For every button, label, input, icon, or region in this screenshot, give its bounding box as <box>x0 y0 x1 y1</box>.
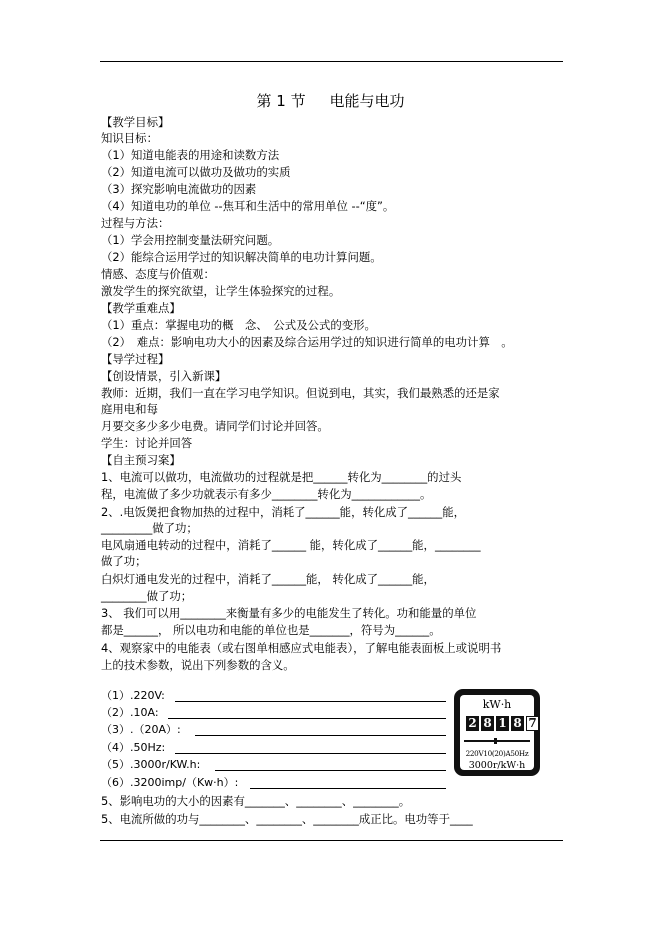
meter-revolutions-label: 3000r/kW·h <box>468 760 526 771</box>
text-line: （2）能综合运用学过的知识解决简单的电功计算问题。 <box>101 250 382 264</box>
text-line: 学生：讨论并回答 <box>101 436 193 450</box>
meter-disc-icon <box>464 738 530 744</box>
meter-digit: 2 <box>466 716 479 731</box>
page-title: 第 1 节 电能与电功 <box>256 92 405 110</box>
meter-digit-decimal: 7 <box>526 716 539 731</box>
parameter-label: （5）.3000r/KW.h: <box>101 758 201 771</box>
text-line: 电风扇通电转动的过程中，消耗了______ 能，转化成了______能，________ <box>101 538 481 552</box>
meter-digits <box>466 716 539 731</box>
parameter-label: （3）.（20A）: <box>101 723 181 736</box>
meter-spec-label: 220V10(20)A50Hz <box>465 749 529 758</box>
answer-blank[interactable] <box>175 701 446 702</box>
text-line: （4）知道电功的单位 --焦耳和生活中的常用单位 --“度”。 <box>101 199 395 213</box>
text-line: 5、电流所做的功与________、________、________成正比。电功等于____ <box>101 812 473 826</box>
answer-blank[interactable] <box>215 770 446 771</box>
text-line: 【教学重难点】 <box>101 301 181 315</box>
text-line: 程，电流做了多少功就表示有多少________转化为____________。 <box>101 487 432 501</box>
parameter-label: （1）.220V: <box>101 689 165 702</box>
text-line: 3、 我们可以用________来衡量有多少的电能发生了转化。功和能量的单位 <box>101 606 477 620</box>
text-line: 【创设情景，引入新课】 <box>101 369 227 383</box>
text-line: （2）知道电流可以做功及做功的实质 <box>101 165 291 179</box>
answer-blank[interactable] <box>168 718 446 719</box>
answer-blank[interactable] <box>175 753 446 754</box>
text-line: 4、观察家中的电能表（或右图单相感应式电能表），了解电能表面板上或说明书 <box>101 641 502 655</box>
header-rule <box>100 61 563 62</box>
text-line: 【教学目标】 <box>101 115 170 129</box>
meter-digit: 1 <box>496 716 509 731</box>
text-line: （3）探究影响电流做功的因素 <box>101 182 257 196</box>
text-line: 知识目标： <box>101 131 158 145</box>
text-line: （1）重点：掌握电功的概 念、 公式及公式的变形。 <box>101 318 376 332</box>
meter-digit: 8 <box>481 716 494 731</box>
meter-digit: 8 <box>511 716 524 731</box>
text-line: 上的技术参数，说出下列参数的含义。 <box>101 658 295 672</box>
text-line: 白炽灯通电发光的过程中，消耗了______能， 转化成了______能， <box>101 572 435 586</box>
text-line: （2） 难点：影响电功大小的因素及综合运用学过的知识进行简单的电功计算 。 <box>101 335 513 349</box>
meter-face <box>460 695 537 771</box>
parameter-label: （6）.3200imp/（Kw·h）: <box>101 776 239 789</box>
text-line: 情感、态度与价值观： <box>101 267 215 281</box>
text-line: 月要交多少多少电费。请同学们讨论并回答。 <box>101 419 329 433</box>
text-line: 做了功； <box>101 554 147 568</box>
text-line: （1）知道电能表的用途和读数方法 <box>101 148 280 162</box>
text-line: （1）学会用控制变量法研究问题。 <box>101 233 280 247</box>
text-line: 5、影响电功的大小的因素有_______、________、________。 <box>101 794 411 808</box>
text-line: 1、电流可以做功，电流做功的过程就是把______转化为________的过头 <box>101 470 462 484</box>
answer-blank[interactable] <box>195 735 446 736</box>
electricity-meter-image <box>454 689 540 776</box>
parameter-label: （2）.10A: <box>101 706 159 719</box>
text-line: 教师：近期，我们一直在学习电学知识。但说到电，其实，我们最熟悉的还是家 <box>101 386 500 400</box>
text-line: 过程与方法： <box>101 216 170 230</box>
parameter-label: （4）.50Hz: <box>101 741 166 754</box>
text-line: _________做了功； <box>101 521 198 535</box>
text-line: 【导学过程】 <box>101 352 170 366</box>
footer-rule <box>100 840 563 841</box>
answer-blank[interactable] <box>250 788 446 789</box>
text-line: 【自主预习案】 <box>101 453 181 467</box>
text-line: 都是______， 所以电功和电能的单位也是_______，符号为______。 <box>101 623 441 637</box>
text-line: 2、.电饭煲把食物加热的过程中，消耗了______能，转化成了______能， <box>101 505 465 519</box>
meter-unit-label: kW·h <box>482 698 512 711</box>
text-line: 庭用电和每 <box>101 402 158 416</box>
text-line: ________做了功； <box>101 589 193 603</box>
text-line: 激发学生的探究欲望，让学生体验探究的过程。 <box>101 284 341 298</box>
